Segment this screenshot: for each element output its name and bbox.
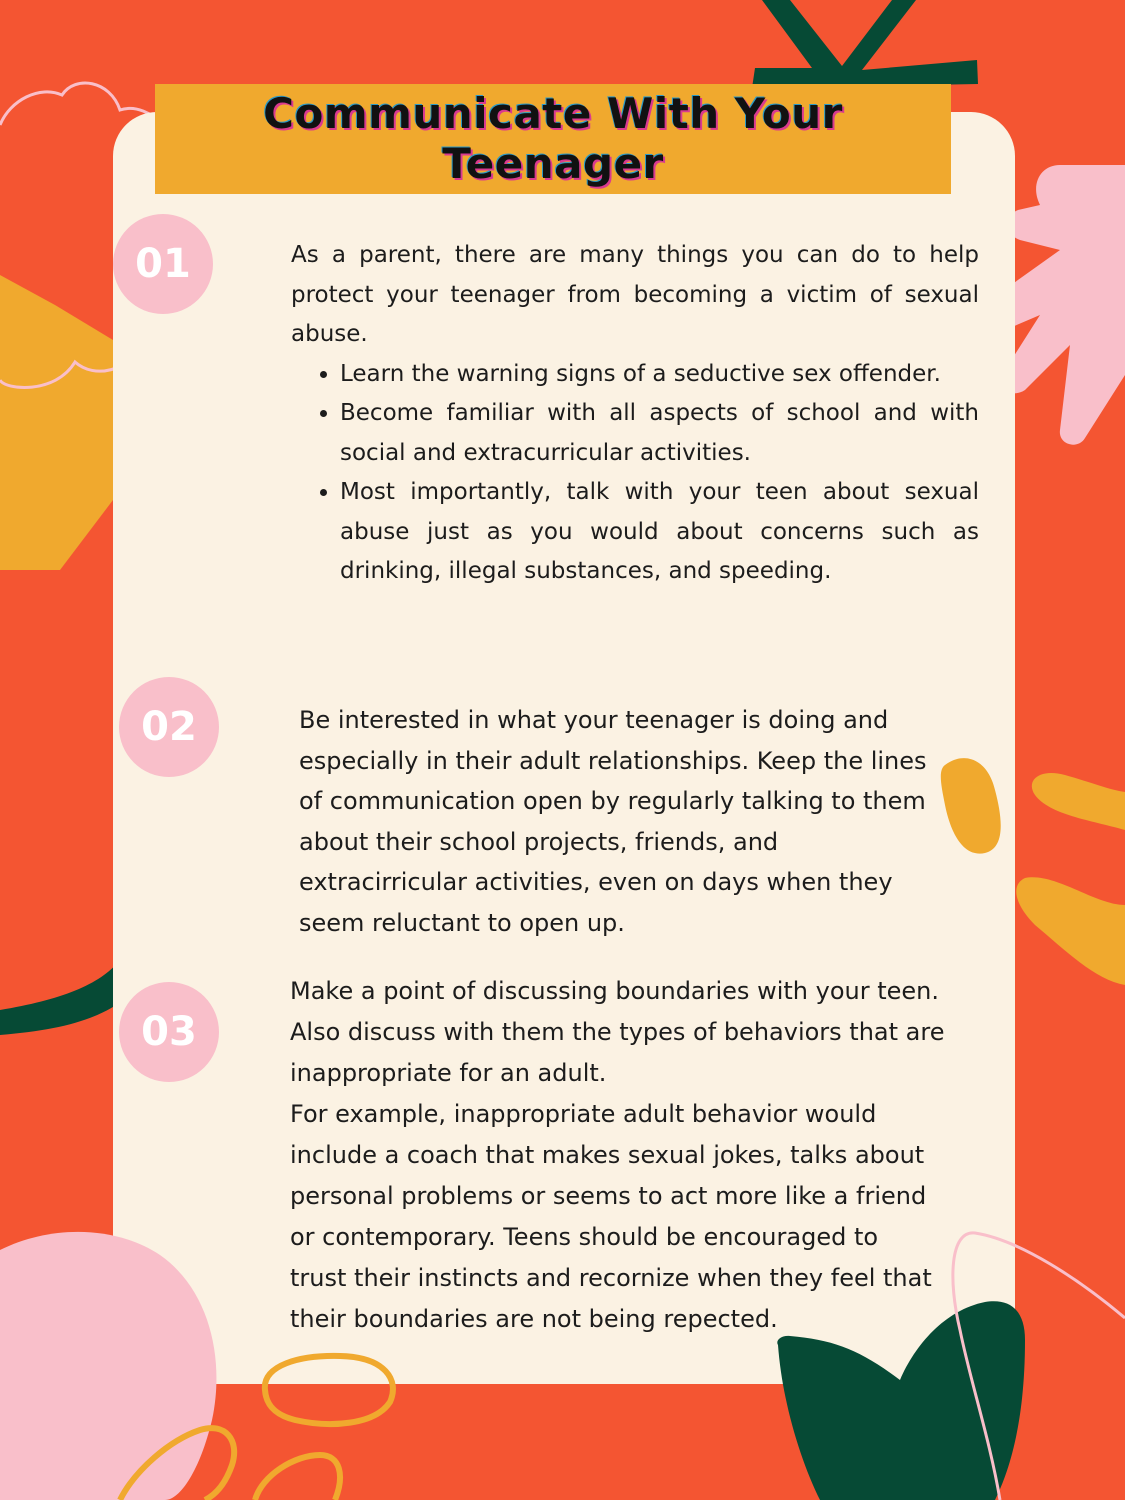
section-number-1: 01	[113, 214, 213, 314]
text-line: include a coach that makes sexual jokes, talks about	[290, 1141, 925, 1169]
page-title: Communicate With Your Teenager	[263, 89, 843, 188]
bullet-item: • Learn the warning signs of a seductive sex offender.	[340, 355, 979, 395]
section-number-3: 03	[119, 982, 219, 1082]
text-line: personal problems or seems to act more like a friend	[290, 1182, 927, 1210]
text-line: Be interested in what your teenager is doing and	[299, 706, 889, 734]
text-line: Also discuss with them the types of behaviors that are	[290, 1018, 945, 1046]
text-line: seem reluctant to open up.	[299, 908, 625, 937]
section-1-bullet-list	[291, 355, 979, 592]
section-1-intro: As a parent, there are many things you can do to help protect your teenager from becoming a victim of sexual abuse.	[291, 242, 979, 347]
text-line: or contemporary. Teens should be encouraged to	[290, 1223, 879, 1251]
text-line: inappropriate for an adult.	[290, 1059, 607, 1087]
bullet-item: • Become familiar with all aspects of school and with social and extracurricular activities.	[340, 394, 979, 473]
text-line: especially in their adult relationships. Keep the lines	[299, 746, 927, 775]
section-1	[291, 236, 979, 592]
text-line: about their school projects, friends, and	[299, 827, 779, 856]
section-number-2: 02	[119, 677, 219, 777]
text-line: trust their instincts and recornize when they feel that	[290, 1264, 932, 1292]
text-line: extracirricular activities, even on days when they	[299, 868, 893, 896]
section-2	[299, 700, 989, 943]
text-line: of communication open by regularly talking to them	[299, 787, 926, 815]
text-line: For example, inappropriate adult behavior would	[290, 1100, 877, 1128]
section-3	[290, 971, 1010, 1340]
text-line: their boundaries are not being repected.	[290, 1305, 778, 1333]
text-line: Make a point of discussing boundaries with your teen.	[290, 977, 939, 1005]
bullet-item: • Most importantly, talk with your teen about sexual abuse just as you would about concerns such as drinking, illegal substances, and speeding.	[340, 473, 979, 592]
